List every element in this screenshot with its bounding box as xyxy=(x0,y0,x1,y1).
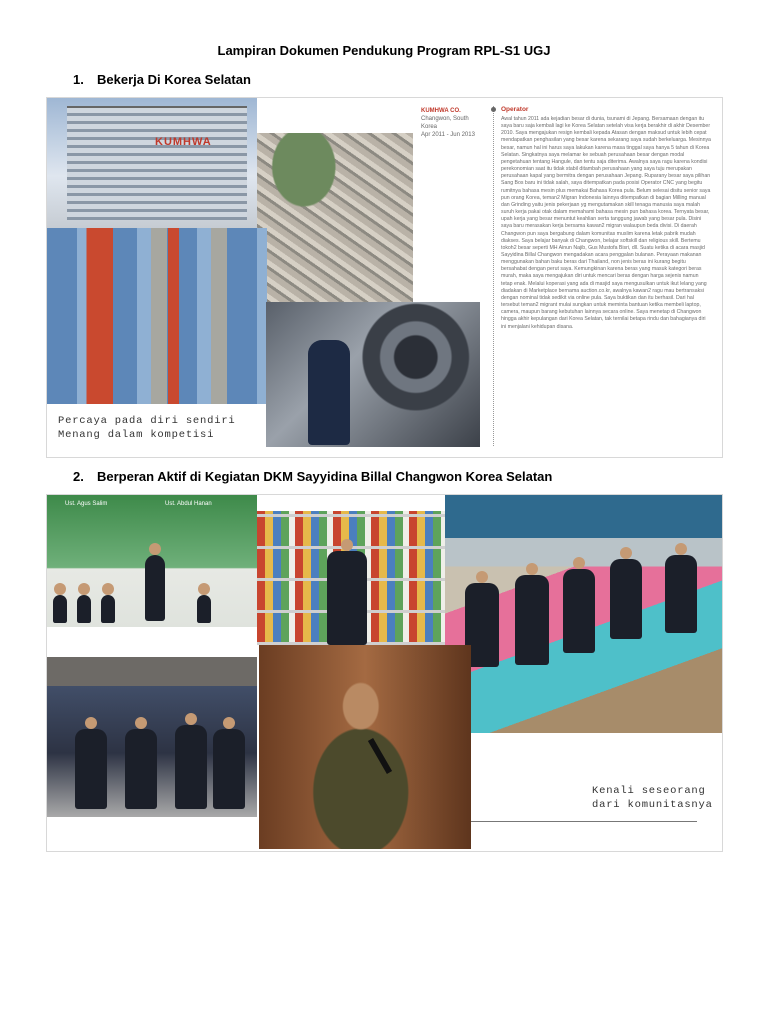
grocery-shop-photo xyxy=(257,511,445,645)
factory-roofs-photo xyxy=(47,228,267,404)
stage-banner-photo xyxy=(47,495,257,627)
timeline-divider xyxy=(493,106,494,446)
story-text: Awal tahun 2011 ada kejadian besar di dunia, tsunami di Jepang. Bersamaan dengan itu saya baru saja kembali lagi ke Korea Selatan setelah visa kerja berakhir di akhir Desember 2010. Saya mengajukan resign kembali kepada Atasan dengan maksud untuk lebih cepat mendapatkan penghasilan yang besar karena sekarang saya sudah berkeluarga. Mesinnya besar, namun hal ini harus saya lakukan karena masa tinggal saya hanya 5 tahun di Korea Selatan. Singkatnya saya melamar ke sebuah perusahaan besar dengan modal pengetahuan tentang Hangule, dan tentu saja diterima. Awalnya saya ragu karena kondisi perekonomian saat itu tidak stabil ditambah perusahaan yang saya tuju merupakan perusahaan kapal yang bermitra dengan perusahaan Jepang. Ruparany besar saya pilihan Sang Bos baru ini tidak salah, saya ditempatkan pada posisi Operator CNC yang begitu rumitnya bahasa mesin plus memakai Bahasa Korea pula. Belum selesai disitu senior saya pun orang Korea, teman2 Migran Indonesia lainnya ditempatkan di bagian Milling manual dan Grinding yaitu jenis pekerjaan yg mengutamakan skill tenaga manusia saya malah suruh kerja pakai otak dalam memahami bahasa mesin pun bahasa korea. Ternyata besar, upah kerja yang besar menuntut keahlian serta tanggung jawab yang besar pula. Disini saya baru merasakan kerja bersama kawan2 migran walaupun beda divisi. Di daerah Changwon pun saya bergabung dalam komunitas muslim karena letak pabrik mudah diakses. Saya belajar banyak di Changwon, belajar softskill dan religious skill. Bertemu tokoh2 besar seperti MH Ainun Najib, Gus Mustofa Bisri, dll. Suatu ketika di acara masjid Sayyidina Billal Changwon mengadakan acara penggalan bulanan. Perayaan makanan menggunakan bahan baku beras dari Thailand, non jenis beras ini kurang begitu bersahabat dengan perut saya. Kemungkinan karena beras yang masuk kategori beras murah, maka saya mengajukan diri untuk mencari beras dengan harga sejenis namun tetap enak. Melalui koperasi yang ada di masjid saya mengusulkan untuk ikut lelang yang diadakan di Marketplace bernama auction.co.kr, awalnya kawan2 ragu mau bertransaksi dengan nominal tidak sedikit via online pula. Saya buktikan dan itu berhasil. Dari hal tersebut teman2 migrant mulai sungkan untuk meminta bantuan ketika membeli laptop, camera, maupun barang kebutuhan lainnya secara online. Saya menetap di Changwon hingga akhir kepulangan dari Korea Selatan, tak ternilai betapa rindu dan bahagianya diri ini menjalani kehidupan disana. xyxy=(501,116,711,330)
worker-figure xyxy=(308,340,350,445)
section-heading-text: Berperan Aktif di Kegiatan DKM Sayyidina Billal Changwon Korea Selatan xyxy=(97,469,553,484)
mosque-gathering-photo xyxy=(445,495,722,733)
banner-right-name: Ust. Abdul Hanan xyxy=(165,501,212,507)
standing-person xyxy=(145,555,165,621)
group-member xyxy=(175,725,207,809)
seated-person xyxy=(53,595,67,623)
worker-machine-photo xyxy=(266,302,480,447)
factory-building-photo xyxy=(47,98,257,228)
company-period: Apr 2011 - Jun 2013 xyxy=(421,132,475,138)
seated-person xyxy=(610,559,642,639)
group-member xyxy=(125,729,157,809)
company-name: KUMHWA CO. xyxy=(421,108,461,114)
microphone-icon xyxy=(368,738,392,774)
seated-person xyxy=(665,555,697,633)
group-member xyxy=(213,729,245,809)
aerial-city-photo xyxy=(257,133,413,303)
seated-person xyxy=(101,595,115,623)
building-facade xyxy=(67,106,247,220)
seated-person xyxy=(197,595,211,623)
banner-left-name: Ust. Agus Salim xyxy=(65,501,108,507)
korea-collage-panel xyxy=(46,97,723,458)
group-photo xyxy=(47,657,257,817)
section-heading-1 xyxy=(73,72,251,87)
section-heading-2 xyxy=(73,469,552,484)
section-heading-text: Bekerja Di Korea Selatan xyxy=(97,72,251,87)
korea-caption: Percaya pada diri sendiri Menang dalam kompetisi xyxy=(58,415,236,441)
seated-person xyxy=(515,575,549,665)
section-number: 1. xyxy=(73,72,84,87)
section-number: 2. xyxy=(73,469,84,484)
dkm-collage-panel xyxy=(46,494,723,852)
document-title: Lampiran Dokumen Pendukung Program RPL-S1 UGJ xyxy=(217,43,551,58)
company-info xyxy=(421,107,485,139)
seated-person xyxy=(563,569,595,653)
building-sign: KUMHWA xyxy=(155,136,212,148)
speaker-photo xyxy=(259,645,471,849)
caption-rule xyxy=(471,821,697,822)
shop-person xyxy=(327,551,367,645)
timeline-dot xyxy=(491,107,496,112)
story-title: Operator xyxy=(501,106,529,113)
dkm-caption: Kenali seseorang dari komunitasnya xyxy=(592,785,713,811)
group-member xyxy=(75,729,107,809)
company-location: Changwon, South Korea xyxy=(421,116,469,130)
seated-person xyxy=(77,595,91,623)
